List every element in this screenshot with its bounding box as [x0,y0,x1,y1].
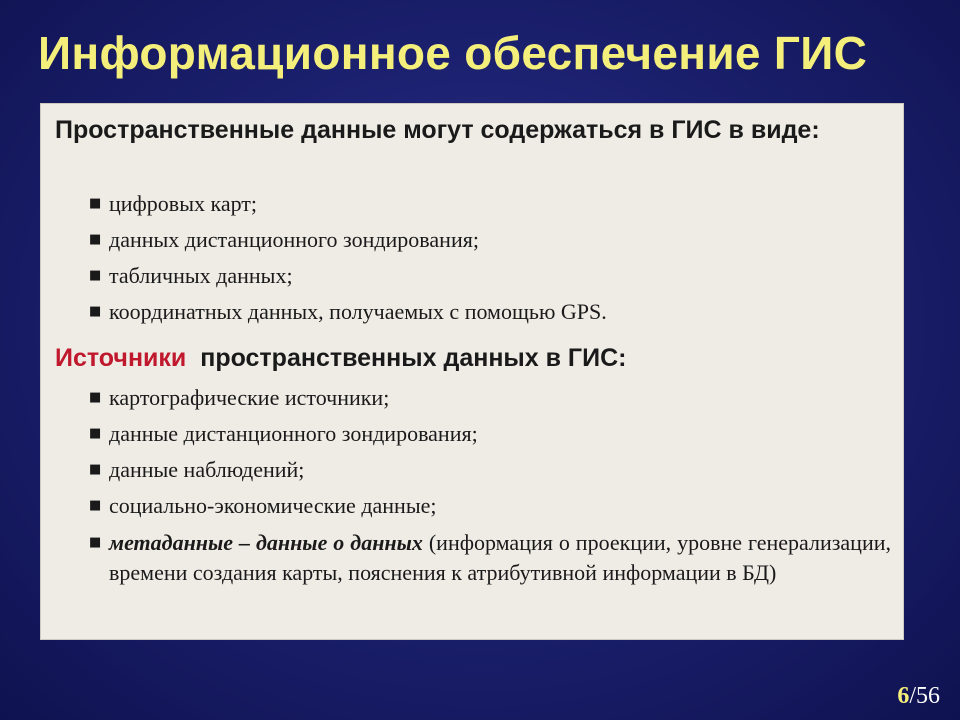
bullet-icon: ■ [89,232,102,247]
list-item: ■ данных дистанционного зондирования; [89,222,891,258]
total-slides: /56 [909,683,940,709]
section-heading-spatial-data [55,114,863,147]
list-item: ■ данные дистанционного зондирования; [89,416,891,452]
section-heading-sources [55,342,863,375]
list-item: ■ социально-экономические данные; [89,488,891,524]
bullet-icon: ■ [89,535,102,550]
bullet-icon: ■ [89,390,102,405]
metadata-term: метаданные – данные о данных [109,530,423,555]
metadata-description: (информация о проекции, уровне генерализации, времени создания карты, пояснения к атрибутивной информации в БД) [109,530,891,585]
bullet-icon: ■ [89,196,102,211]
bullet-icon: ■ [89,268,102,283]
data-sources-list [89,380,891,588]
list-item: ■ табличных данных; [89,258,891,294]
list-item: ■ координатных данных, получаемых с помощью GPS. [89,294,891,330]
content-panel [40,103,904,640]
list-item: ■ картографические источники; [89,380,891,416]
bullet-icon: ■ [89,462,102,477]
sources-accent-word: Источники [55,344,187,372]
list-item: ■ цифровых карт; [89,186,891,222]
list-item-metadata [89,528,891,588]
bullet-icon: ■ [89,304,102,319]
bullet-icon: ■ [89,498,102,513]
sources-heading-rest: пространственных данных в ГИС: [200,344,627,372]
bullet-icon: ■ [89,426,102,441]
current-slide-number: 6 [897,683,910,709]
slide-number [897,683,940,710]
slide-title: Информационное обеспечение ГИС [38,27,868,79]
section-heading-text: Пространственные данные могут содержаться в ГИС в виде: [55,116,820,144]
list-item: ■ данные наблюдений; [89,452,891,488]
spatial-data-forms-list [89,186,891,330]
